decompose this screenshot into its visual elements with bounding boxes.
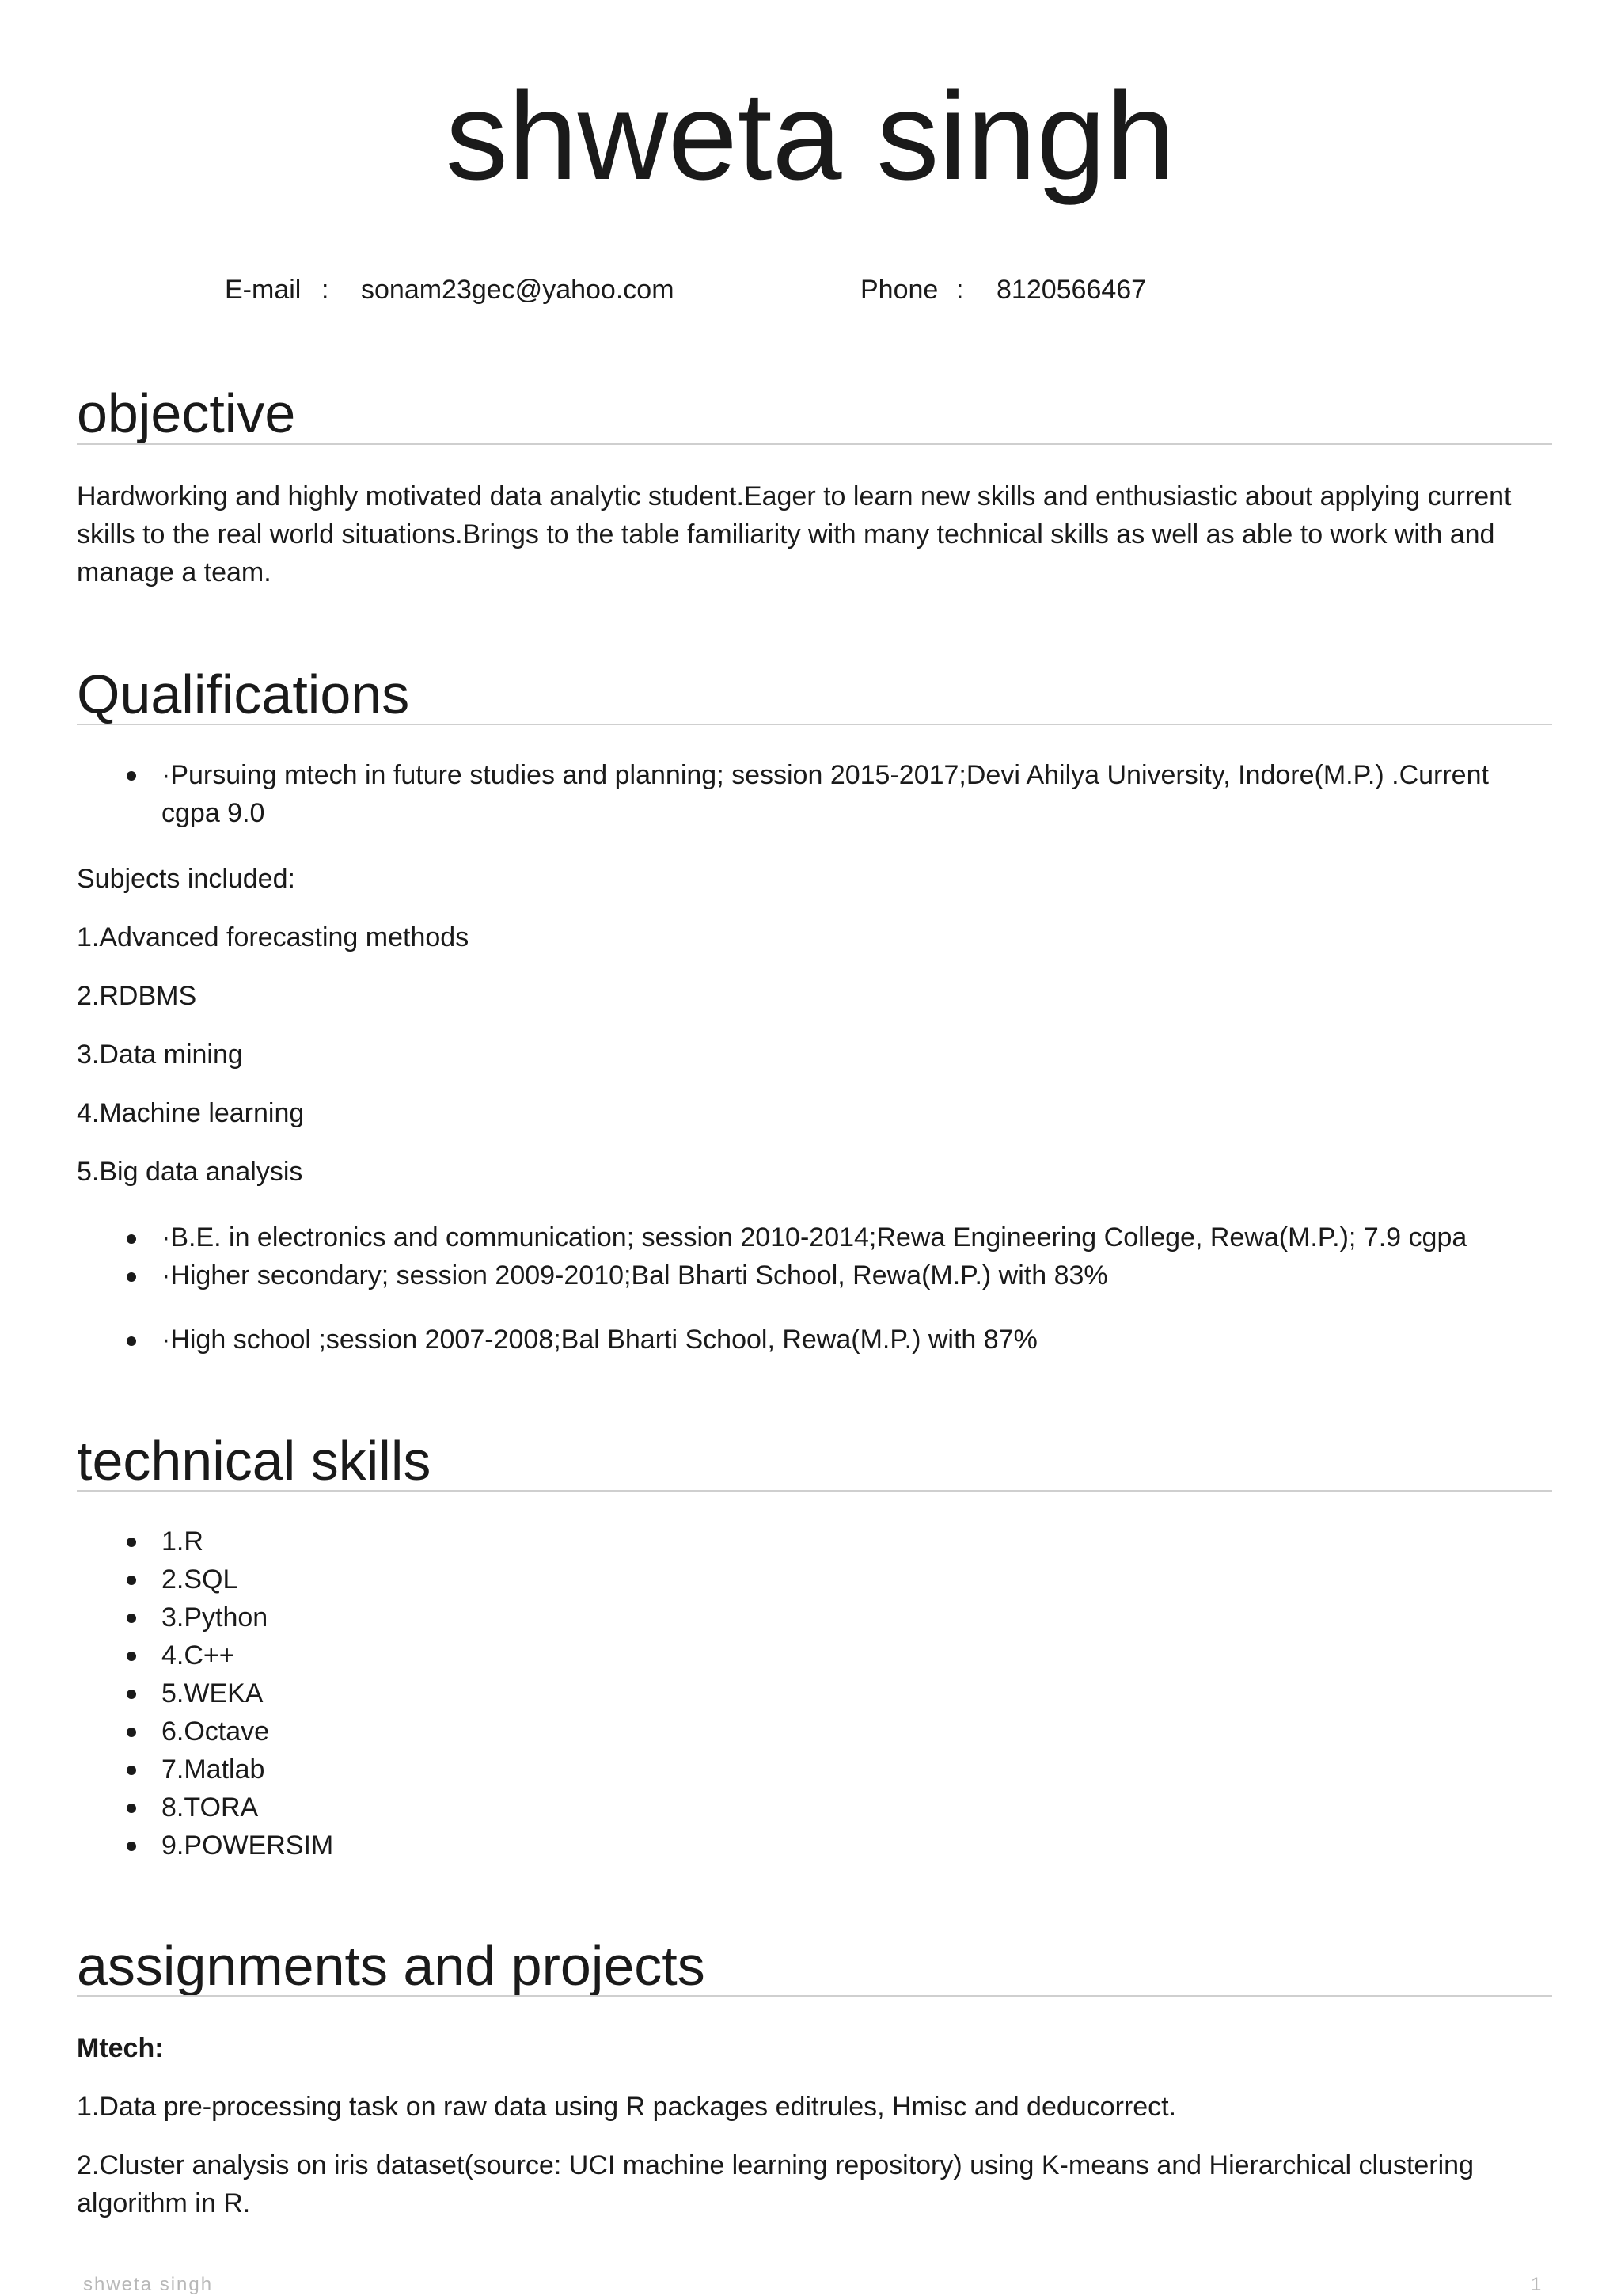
email-label: E-mail bbox=[225, 275, 302, 305]
projects-subheading: Mtech: bbox=[77, 2033, 164, 2063]
skill-item: 9.POWERSIM bbox=[161, 1830, 334, 1861]
resume-name: shweta singh bbox=[445, 67, 1176, 206]
skills-divider bbox=[77, 1490, 1552, 1492]
footer-name: shweta singh bbox=[83, 2274, 214, 2295]
bullet-dot bbox=[127, 1614, 136, 1623]
bullet-dot bbox=[127, 1336, 136, 1346]
bullet-dot bbox=[127, 1652, 136, 1661]
bullet-dot bbox=[127, 1728, 136, 1737]
skill-item: 5.WEKA bbox=[161, 1678, 264, 1709]
qualifications-heading: Qualifications bbox=[77, 663, 410, 725]
objective-divider bbox=[77, 443, 1552, 445]
skill-item: 4.C++ bbox=[161, 1640, 235, 1671]
subjects-heading: Subjects included: bbox=[77, 864, 295, 894]
objective-heading: objective bbox=[77, 382, 296, 444]
qualification-higher-secondary: ·Higher secondary; session 2009-2010;Bal Bharti School, Rewa(M.P.) with 83% bbox=[161, 1260, 1108, 1291]
skill-item: 8.TORA bbox=[161, 1792, 259, 1823]
bullet-dot bbox=[127, 1766, 136, 1775]
skill-item: 3.Python bbox=[161, 1602, 268, 1633]
bullet-dot bbox=[127, 1804, 136, 1813]
subject-item: 4.Machine learning bbox=[77, 1098, 305, 1128]
qualification-be: ·B.E. in electronics and communication; session 2010-2014;Rewa Engineering College, Rewa(M.P.); 7.9 cgpa bbox=[161, 1222, 1467, 1253]
subject-item: 5.Big data analysis bbox=[77, 1157, 303, 1187]
subject-item: 1.Advanced forecasting methods bbox=[77, 922, 469, 952]
bullet-dot bbox=[127, 1842, 136, 1851]
phone-label: Phone bbox=[860, 275, 939, 305]
subject-item: 2.RDBMS bbox=[77, 981, 197, 1011]
email-value[interactable]: sonam23gec@yahoo.com bbox=[361, 275, 674, 305]
bullet-dot bbox=[127, 1690, 136, 1699]
projects-divider bbox=[77, 1995, 1552, 1997]
project-item: 2.Cluster analysis on iris dataset(source: UCI machine learning repository) using K-means and Hierarchical clustering algorithm in R. bbox=[77, 2150, 1474, 2218]
skills-heading: technical skills bbox=[77, 1430, 431, 1492]
skill-item: 7.Matlab bbox=[161, 1754, 265, 1785]
projects-heading: assignments and projects bbox=[77, 1935, 705, 1997]
skill-item: 2.SQL bbox=[161, 1564, 238, 1595]
bullet-dot bbox=[127, 1234, 136, 1244]
bullet-dot bbox=[127, 1272, 136, 1282]
bullet-dot bbox=[127, 1538, 136, 1547]
bullet-dot bbox=[127, 1576, 136, 1585]
subject-item: 3.Data mining bbox=[77, 1040, 243, 1070]
qualification-mtech: ·Pursuing mtech in future studies and planning; session 2015-2017;Devi Ahilya University, Indore(M.P.) .Current cgpa 9.0 bbox=[161, 760, 1489, 828]
skill-item: 6.Octave bbox=[161, 1716, 270, 1747]
phone-value: 8120566467 bbox=[997, 275, 1147, 305]
footer-page-number: 1 bbox=[1531, 2274, 1543, 2295]
project-item: 1.Data pre-processing task on raw data using R packages editrules, Hmisc and deducorrect. bbox=[77, 2092, 1177, 2122]
phone-separator: : bbox=[956, 275, 964, 305]
email-separator: : bbox=[321, 275, 329, 305]
skill-item: 1.R bbox=[161, 1526, 203, 1557]
objective-text: Hardworking and highly motivated data analytic student.Eager to learn new skills and enthusiastic about applying current skills to the real world situations.Brings to the table familiarity with many technical skills as well as able to work with and manage a team. bbox=[77, 481, 1512, 587]
qualification-high-school: ·High school ;session 2007-2008;Bal Bharti School, Rewa(M.P.) with 87% bbox=[161, 1325, 1038, 1355]
bullet-dot bbox=[127, 771, 136, 781]
qualifications-divider bbox=[77, 724, 1552, 725]
